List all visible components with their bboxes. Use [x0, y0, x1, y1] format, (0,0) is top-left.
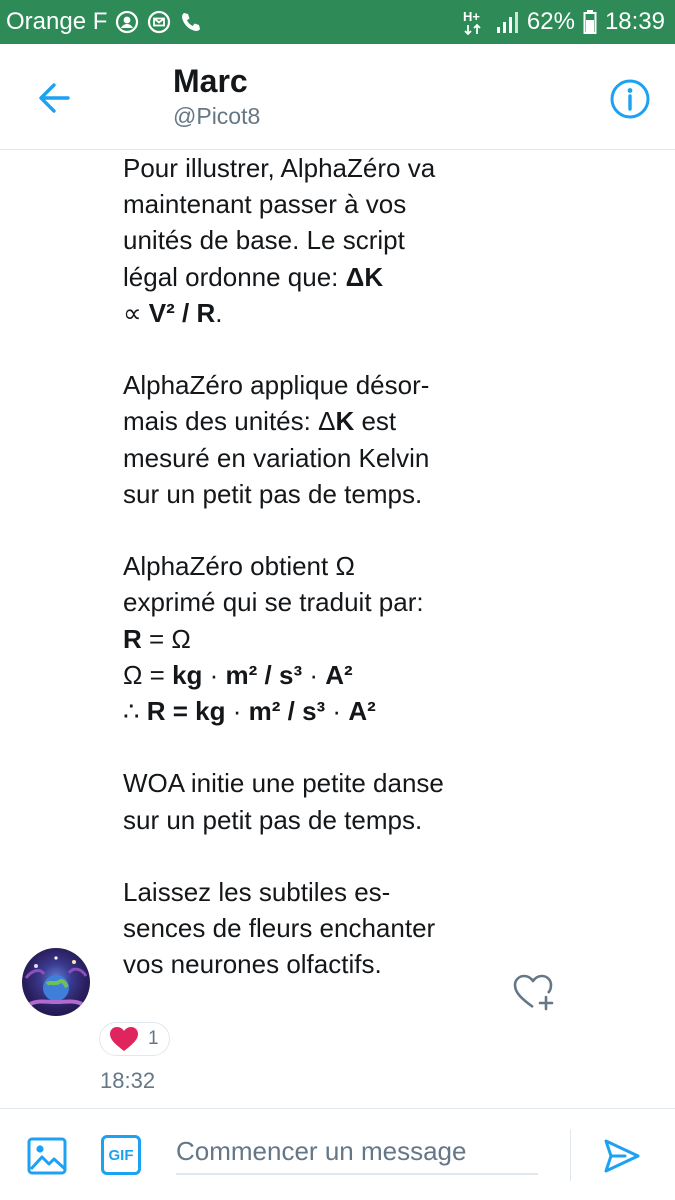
message-segment-bold: ΔK	[345, 261, 384, 292]
arrow-left-icon	[34, 80, 74, 116]
message-line: sences de fleurs enchanter	[123, 913, 436, 944]
message-segment-bold: m² / s³	[248, 696, 326, 727]
message-line: AlphaZéro obtient Ω	[123, 551, 355, 582]
message-segment: ·	[325, 696, 349, 727]
message-paragraph	[123, 874, 483, 983]
message-line	[123, 657, 483, 693]
svg-text:H+: H+	[462, 9, 480, 24]
status-bar-left	[6, 8, 203, 36]
message-input[interactable]	[176, 1129, 538, 1175]
phone-icon	[179, 10, 203, 34]
status-bar-right	[461, 7, 665, 37]
message-line: sur un petit pas de temps.	[123, 478, 423, 509]
battery-percent: 62%	[526, 8, 575, 35]
message-line: AlphaZéro applique désor-	[123, 370, 430, 401]
message-timestamp: 18:32	[100, 1068, 156, 1093]
network-type-icon	[461, 7, 487, 37]
message-segment: légal ordonne que:	[123, 261, 346, 292]
message-line	[123, 693, 483, 729]
message-line	[123, 259, 483, 295]
message-segment: ·	[302, 659, 326, 690]
add-reaction-button[interactable]	[512, 972, 556, 1012]
reaction-count: 1	[148, 1028, 159, 1049]
message-paragraph	[123, 548, 483, 729]
composer-divider	[570, 1129, 571, 1181]
gif-button[interactable]	[101, 1135, 141, 1175]
message-segment-bold: V² / R	[148, 297, 216, 328]
message-line: vos neurones olfactifs.	[123, 949, 382, 980]
add-image-button[interactable]	[27, 1136, 67, 1176]
info-icon	[609, 78, 651, 120]
message-line	[123, 295, 483, 331]
heart-icon	[108, 1025, 140, 1053]
message-line: Pour illustrer, AlphaZéro va	[123, 153, 436, 183]
message-segment: .	[215, 297, 223, 328]
message-line: maintenant passer à vos	[123, 189, 407, 220]
carrier-label: Orange F	[6, 8, 108, 35]
message-line: Laissez les subtiles es-	[123, 877, 391, 907]
message-composer	[0, 1108, 675, 1200]
status-bar	[0, 0, 675, 44]
message-line	[123, 621, 483, 657]
signal-icon	[495, 9, 519, 35]
message-segment-bold: K	[335, 406, 355, 437]
avatar[interactable]	[22, 948, 90, 1016]
message-segment-bold: kg	[172, 659, 203, 690]
message-paragraph	[123, 150, 483, 331]
message-segment-bold: R = kg	[146, 696, 226, 727]
heart-plus-icon	[512, 972, 556, 1012]
message-segment: ·	[202, 659, 226, 690]
back-button[interactable]	[34, 80, 74, 116]
conversation-header	[0, 44, 675, 150]
info-button[interactable]	[609, 78, 651, 120]
account-icon	[115, 10, 139, 34]
battery-icon	[583, 9, 597, 35]
message-paragraph	[123, 765, 483, 837]
conversation-area[interactable]	[0, 150, 675, 1108]
mail-icon	[147, 10, 171, 34]
gif-label: GIF	[108, 1146, 134, 1164]
message-segment: ·	[225, 696, 249, 727]
message-paragraph	[123, 367, 483, 512]
message-line: unités de base. Le script	[123, 225, 405, 256]
contact-handle: @Picot8	[173, 103, 261, 129]
send-icon	[603, 1137, 641, 1175]
reaction-pill[interactable]	[99, 1022, 170, 1056]
message-segment-bold: A²	[348, 696, 376, 727]
contact-name: Marc	[173, 63, 248, 99]
message-segment: ∴	[123, 696, 147, 727]
message-line: mesuré en variation Kelvin	[123, 442, 430, 473]
conversation-title[interactable]	[173, 62, 260, 130]
message-segment: = Ω	[141, 623, 191, 654]
message-line: exprimé qui se traduit par:	[123, 587, 424, 618]
image-icon	[27, 1136, 67, 1176]
message-segment: ∝	[123, 297, 149, 328]
message-segment: Ω =	[123, 659, 173, 690]
clock: 18:39	[604, 8, 665, 35]
message-segment-bold: m² / s³	[225, 659, 303, 690]
message-line: WOA initie une petite danse	[123, 768, 444, 799]
avatar-image	[22, 948, 90, 1016]
message-line	[123, 403, 483, 439]
send-button[interactable]	[603, 1137, 641, 1175]
message-text	[123, 150, 483, 983]
message-segment-bold: R	[123, 623, 142, 654]
message-segment-bold: A²	[325, 659, 353, 690]
message-segment: est	[354, 406, 397, 437]
message-line: sur un petit pas de temps.	[123, 804, 423, 835]
message-segment: mais des unités: Δ	[123, 406, 336, 437]
